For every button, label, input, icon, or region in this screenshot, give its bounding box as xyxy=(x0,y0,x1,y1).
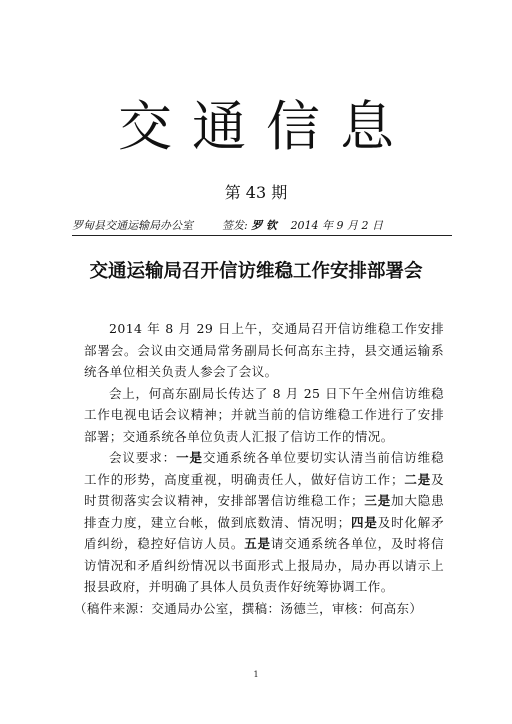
issue-meta-line xyxy=(72,218,452,234)
paragraph-3 xyxy=(84,447,444,598)
page-number: 1 xyxy=(253,670,259,679)
article-source: （稿件来源：交通局办公室，撰稿：汤德兰，审核：何高东） xyxy=(74,600,423,616)
point-5-marker: 五是 xyxy=(244,536,271,551)
point-5-text: 请交通系统各单位，及时将信访情况和矛盾纠纷情况以书面形式上报局办，局办再以请示上报县政府，并明确了具体人员负责作好统筹协调工作。 xyxy=(84,536,444,594)
point-3-marker: 三是 xyxy=(363,493,392,508)
point-1-text: 交通系统各单位要切实认清当前信访维稳工作的形势，高度重视，明确责任人，做好信访工作； xyxy=(84,450,444,487)
paragraph-2: 会上，何高东副局长传达了 8 月 25 日下午全州信访维稳工作电视电话会议精神；并就当前的信访维稳工作进行了安排部署；交通系统各单位负责人汇报了信访工作的情况。 xyxy=(84,385,444,444)
masthead-title: 交通信息 xyxy=(118,95,414,158)
issue-date: 2014 年 9 月 2 日 xyxy=(290,219,384,232)
point-1-marker: 一是 xyxy=(176,450,203,465)
point-2-text: 及时贯彻落实会议精神，安排部署信访维稳工作； xyxy=(84,471,444,508)
requirements-lead: 会议要求： xyxy=(109,450,177,465)
issue-number: 第 43 期 xyxy=(224,183,288,202)
article-body xyxy=(74,318,444,619)
point-3-text: 加大隐患排查力度，建立台帐，做到底数清、情况明； xyxy=(84,493,444,530)
signer-name: 罗 钦 xyxy=(251,219,278,232)
paragraph-1: 2014 年 8 月 29 日上午，交通局召开信访维稳工作安排部署会。会议由交通局常务副局长何高东主持，县交通运输系统各单位相关负责人参会了会议。 xyxy=(84,321,444,379)
header-divider xyxy=(72,235,452,236)
point-4-text: 及时化解矛盾纠纷，稳控好信访人员。 xyxy=(84,514,444,551)
point-2-marker: 二是 xyxy=(403,471,432,487)
article-headline: 交通运输局召开信访维稳工作安排部署会 xyxy=(89,261,423,282)
signer-label: 签发: xyxy=(222,219,248,232)
point-4-marker: 四是 xyxy=(350,514,378,530)
issuing-office: 罗甸县交通运输局办公室 xyxy=(72,219,193,232)
